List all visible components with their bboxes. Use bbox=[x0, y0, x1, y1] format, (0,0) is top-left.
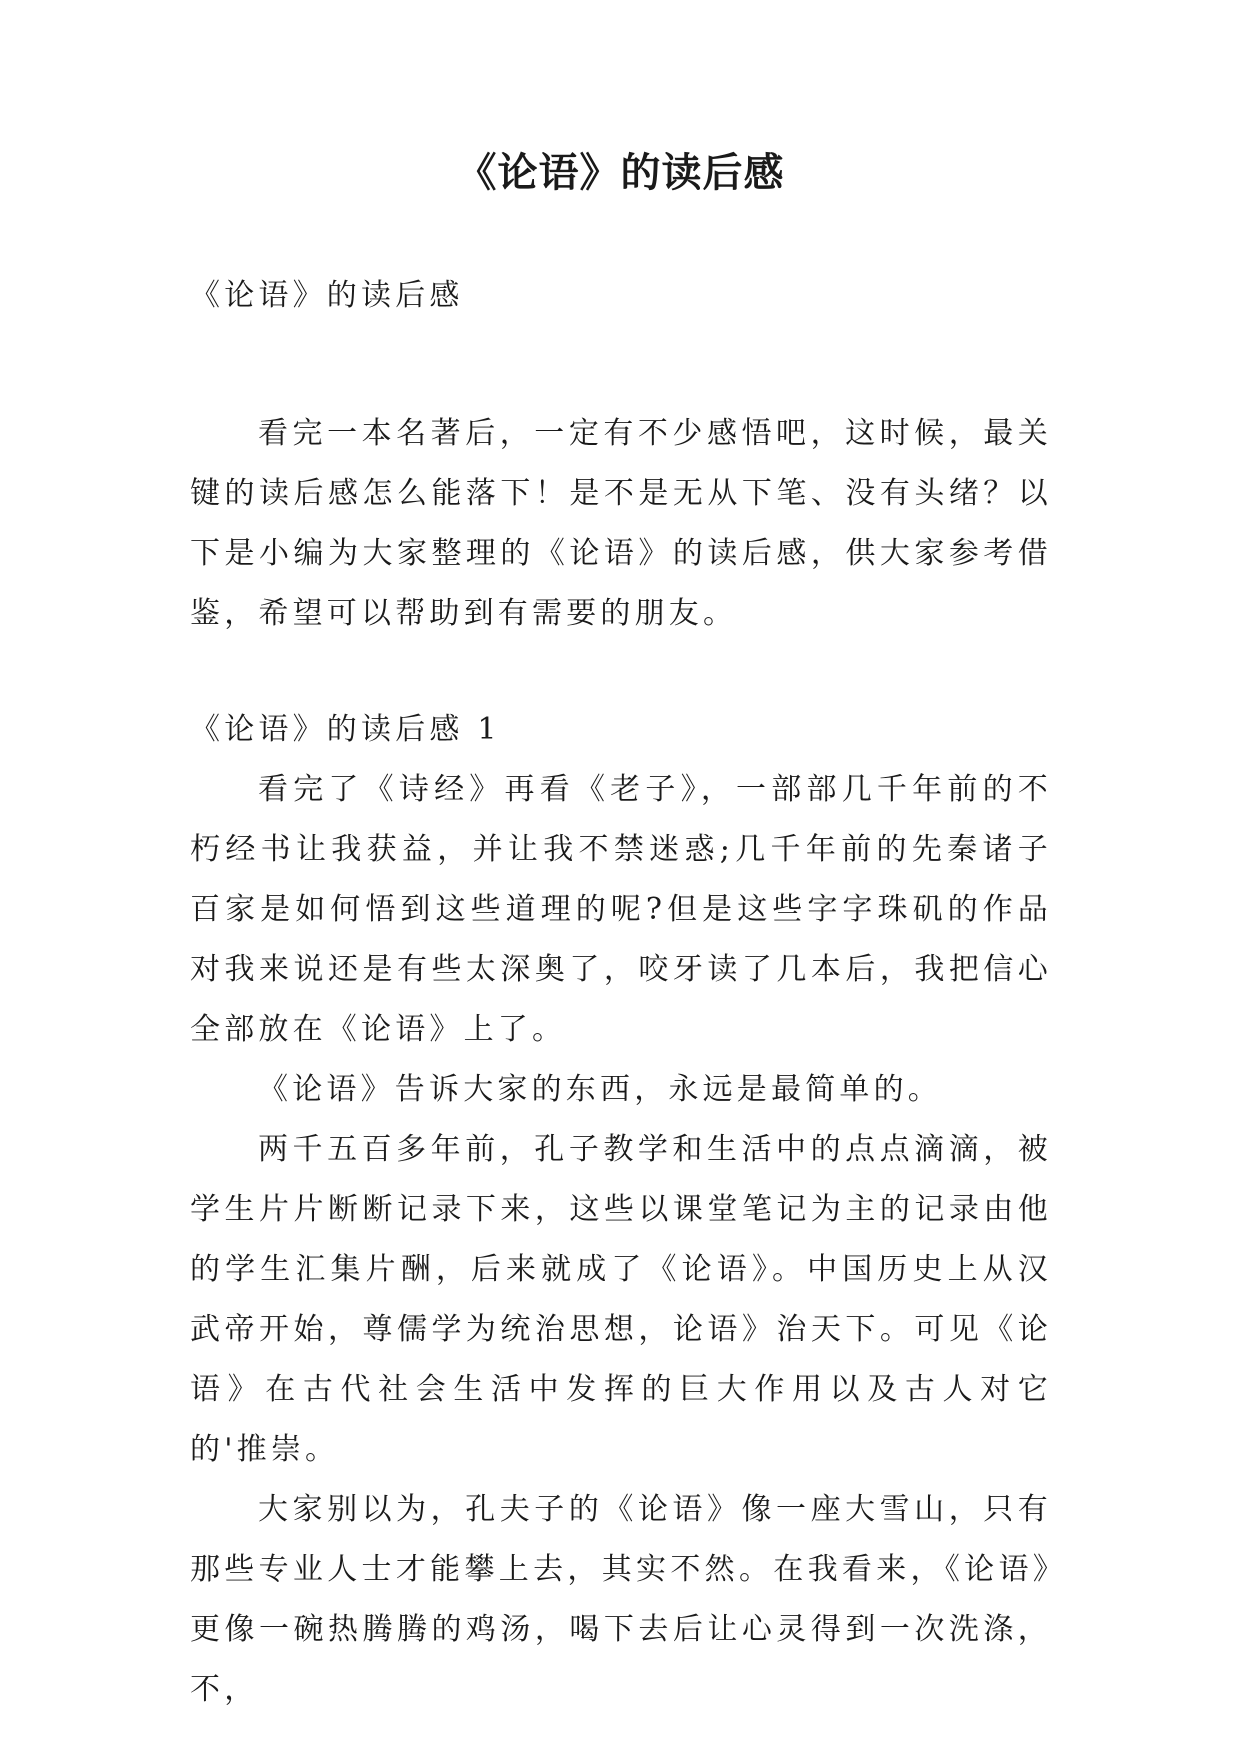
section-heading: 《论语》的读后感 1 bbox=[190, 712, 501, 747]
document-subtitle: 《论语》的读后感 bbox=[190, 278, 464, 313]
intro-paragraph: 看完一本名著后，一定有不少感悟吧，这时候，最关键的读后感怎么能落下！是不是无从下笔、没有头绪？以下是小编为大家整理的《论语》的读后感，供大家参考借鉴，希望可以帮助到有需要的朋友。 bbox=[190, 416, 1052, 631]
section-paragraph: 《论语》告诉大家的东西，永远是最简单的。 bbox=[258, 1072, 942, 1107]
section-paragraph: 看完了《诗经》再看《老子》，一部部几千年前的不朽经书让我获益，并让我不禁迷惑;几千年前的先秦诸子百家是如何悟到这些道理的呢?但是这些字字珠矶的作品对我来说还是有些太深奥了，咬牙读了几本后，我把信心全部放在《论语》上了。 bbox=[190, 772, 1052, 1047]
document-title: 《论语》的读后感 bbox=[456, 150, 785, 196]
section-paragraph: 大家别以为，孔夫子的《论语》像一座大雪山，只有那些专业人士才能攀上去，其实不然。在我看来，《论语》更像一碗热腾腾的鸡汤，喝下去后让心灵得到一次洗涤，不， bbox=[190, 1492, 1052, 1707]
section-1 bbox=[190, 700, 1052, 1720]
section-paragraph: 两千五百多年前，孔子教学和生活中的点点滴滴，被学生片片断断记录下来，这些以课堂笔记为主的记录由他的学生汇集片酬，后来就成了《论语》。中国历史上从汉武帝开始，尊儒学为统治思想，论语》治天下。可见《论语》在古代社会生活中发挥的巨大作用以及古人对它的'推崇。 bbox=[190, 1132, 1052, 1467]
